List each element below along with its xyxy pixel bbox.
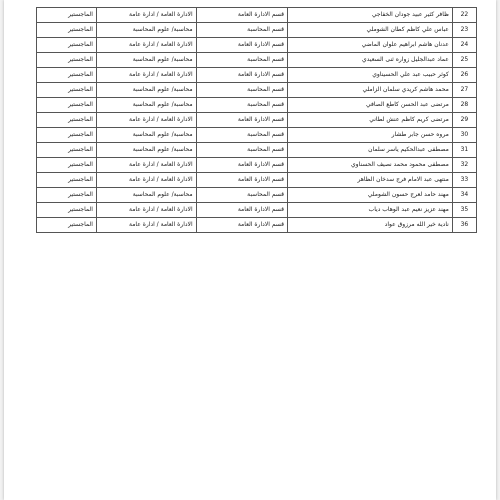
student-name-cell: مرتضى عبد الحسن كاطع الصافي [288, 98, 453, 113]
degree-cell: الماجستير [37, 83, 97, 98]
department-cell: قسم الادارة العامة [196, 8, 287, 23]
department-cell: قسم المحاسبة [196, 83, 287, 98]
degree-cell: الماجستير [37, 128, 97, 143]
table-row [37, 113, 477, 128]
table-row [37, 8, 477, 23]
department-cell: قسم المحاسبة [196, 128, 287, 143]
student-name-cell: عماد عبدالجليل زواره ثنى السعيدي [288, 53, 453, 68]
department-cell: قسم المحاسبة [196, 188, 287, 203]
table-row [37, 128, 477, 143]
department-cell: قسم المحاسبة [196, 143, 287, 158]
students-table [36, 7, 477, 233]
degree-cell: الماجستير [37, 23, 97, 38]
specialization-cell: محاسبة/ علوم المحاسبة [96, 128, 196, 143]
table-row [37, 38, 477, 53]
table-row [37, 98, 477, 113]
table-row [37, 203, 477, 218]
degree-cell: الماجستير [37, 53, 97, 68]
student-name-cell: عباس علي كاظم كطان الشوملي [288, 23, 453, 38]
row-number-cell: 30 [452, 128, 476, 143]
specialization-cell: محاسبة/ علوم المحاسبة [96, 98, 196, 113]
table-row [37, 53, 477, 68]
student-name-cell: مصطفى عبدالحكيم ياسر سلمان [288, 143, 453, 158]
specialization-cell: محاسبة/ علوم المحاسبة [96, 53, 196, 68]
degree-cell: الماجستير [37, 98, 97, 113]
department-cell: قسم المحاسبة [196, 53, 287, 68]
degree-cell: الماجستير [37, 68, 97, 83]
student-name-cell: عدنان هاشم ابراهيم علوان الماضي [288, 38, 453, 53]
student-name-cell: مهند عزيز نعيم عبد الوهاب دياب [288, 203, 453, 218]
table-row [37, 218, 477, 233]
row-number-cell: 22 [452, 8, 476, 23]
department-cell: قسم الادارة العامة [196, 158, 287, 173]
degree-cell: الماجستير [37, 143, 97, 158]
specialization-cell: الادارة العامة / ادارة عامة [96, 158, 196, 173]
row-number-cell: 36 [452, 218, 476, 233]
student-name-cell: نادية خير الله مرزوق عواد [288, 218, 453, 233]
specialization-cell: الادارة العامة / ادارة عامة [96, 173, 196, 188]
student-name-cell: منتهى عبد الامام فرج سدخان الظاهر [288, 173, 453, 188]
row-number-cell: 31 [452, 143, 476, 158]
degree-cell: الماجستير [37, 173, 97, 188]
row-number-cell: 32 [452, 158, 476, 173]
degree-cell: الماجستير [37, 8, 97, 23]
table-row [37, 158, 477, 173]
department-cell: قسم المحاسبة [196, 98, 287, 113]
department-cell: قسم المحاسبة [196, 23, 287, 38]
row-number-cell: 29 [452, 113, 476, 128]
table-row [37, 23, 477, 38]
row-number-cell: 35 [452, 203, 476, 218]
table-row [37, 188, 477, 203]
department-cell: قسم الادارة العامة [196, 203, 287, 218]
row-number-cell: 28 [452, 98, 476, 113]
degree-cell: الماجستير [37, 113, 97, 128]
document-page [4, 0, 496, 500]
row-number-cell: 23 [452, 23, 476, 38]
specialization-cell: محاسبة/ علوم المحاسبة [96, 188, 196, 203]
degree-cell: الماجستير [37, 188, 97, 203]
specialization-cell: محاسبة/ علوم المحاسبة [96, 23, 196, 38]
degree-cell: الماجستير [37, 38, 97, 53]
degree-cell: الماجستير [37, 158, 97, 173]
specialization-cell: الادارة العامة / ادارة عامة [96, 38, 196, 53]
row-number-cell: 34 [452, 188, 476, 203]
degree-cell: الماجستير [37, 203, 97, 218]
students-table-body [37, 8, 477, 233]
student-name-cell: محمد هاشم كريدي سلمان الزاملي [288, 83, 453, 98]
department-cell: قسم الادارة العامة [196, 113, 287, 128]
department-cell: قسم الادارة العامة [196, 218, 287, 233]
student-name-cell: مروه حسن جابر طشار [288, 128, 453, 143]
department-cell: قسم الادارة العامة [196, 173, 287, 188]
table-row [37, 68, 477, 83]
student-name-cell: ظافر كثير عبيد جودان الخفاجي [288, 8, 453, 23]
specialization-cell: محاسبة/ علوم المحاسبة [96, 143, 196, 158]
specialization-cell: الادارة العامة / ادارة عامة [96, 113, 196, 128]
department-cell: قسم الادارة العامة [196, 68, 287, 83]
student-name-cell: كوثر حبيب عبد علي الحسيناوي [288, 68, 453, 83]
specialization-cell: محاسبة/ علوم المحاسبة [96, 83, 196, 98]
table-row [37, 173, 477, 188]
row-number-cell: 24 [452, 38, 476, 53]
row-number-cell: 27 [452, 83, 476, 98]
student-name-cell: مصطفى محمود محمد نصيف الحسناوي [288, 158, 453, 173]
row-number-cell: 33 [452, 173, 476, 188]
student-name-cell: مرتضى كريم كاظم عنش لطاني [288, 113, 453, 128]
department-cell: قسم الادارة العامة [196, 38, 287, 53]
degree-cell: الماجستير [37, 218, 97, 233]
table-row [37, 83, 477, 98]
specialization-cell: الادارة العامة / ادارة عامة [96, 8, 196, 23]
specialization-cell: الادارة العامة / ادارة عامة [96, 203, 196, 218]
row-number-cell: 25 [452, 53, 476, 68]
specialization-cell: الادارة العامة / ادارة عامة [96, 68, 196, 83]
table-row [37, 143, 477, 158]
student-name-cell: مهند حامد لعرج حسون الشوملي [288, 188, 453, 203]
specialization-cell: الادارة العامة / ادارة عامة [96, 218, 196, 233]
row-number-cell: 26 [452, 68, 476, 83]
